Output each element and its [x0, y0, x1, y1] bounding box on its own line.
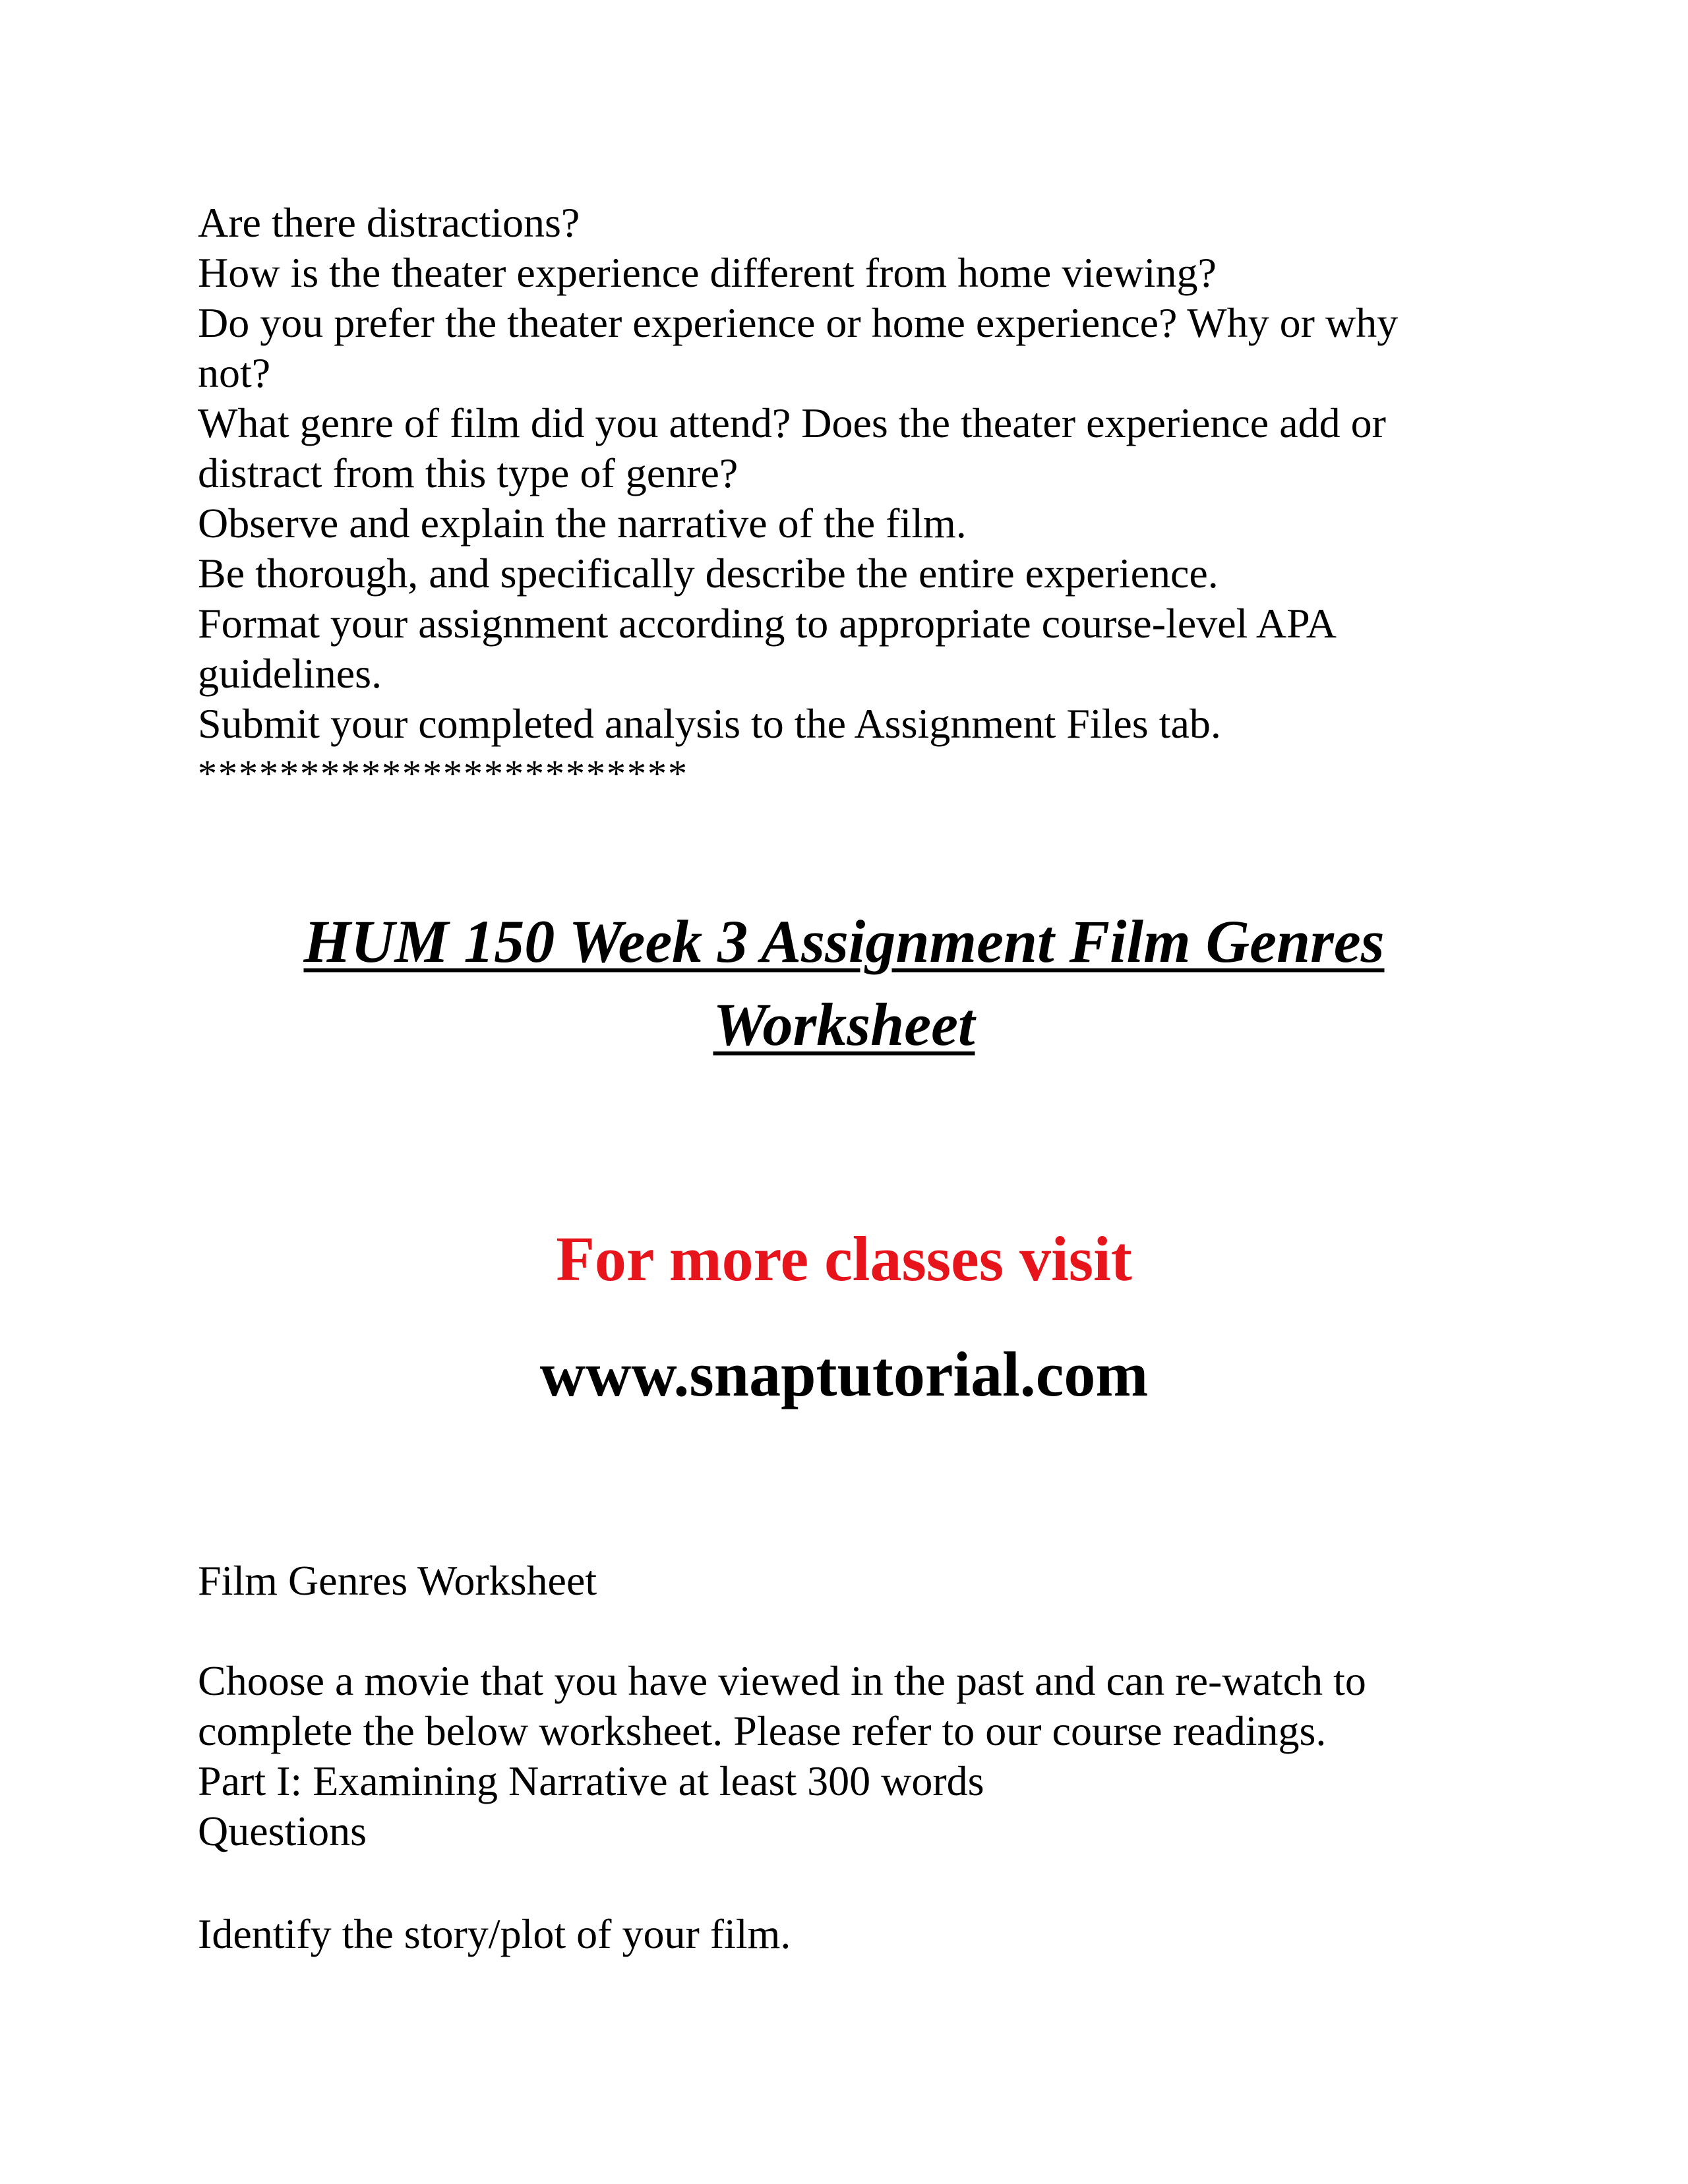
worksheet-line: Choose a movie that you have viewed in the past and can re-watch to: [198, 1657, 1366, 1704]
assignment-heading: [198, 900, 1490, 1066]
instruction-line: What genre of film did you attend? Does the theater experience add or: [198, 399, 1386, 446]
promo-text: For more classes visit: [556, 1224, 1132, 1294]
worksheet-question: Identify the story/plot of your film.: [198, 1910, 791, 1957]
worksheet-line: Questions: [198, 1808, 367, 1854]
instruction-line: Observe and explain the narrative of the film.: [198, 500, 967, 546]
instruction-line: not?: [198, 349, 271, 396]
worksheet-intro: [198, 1656, 1490, 1856]
worksheet-title-block: [198, 1556, 1490, 1606]
instruction-line: Be thorough, and specifically describe the entire experience.: [198, 550, 1219, 597]
instruction-line: Do you prefer the theater experience or home experience? Why or why: [198, 299, 1399, 346]
worksheet-question-block: [198, 1909, 1490, 1959]
instruction-line: guidelines.: [198, 650, 382, 697]
instruction-line: Are there distractions?: [198, 199, 580, 246]
worksheet-title: Film Genres Worksheet: [198, 1557, 597, 1604]
assignment-instructions: [198, 198, 1490, 799]
instruction-line: distract from this type of genre?: [198, 450, 738, 496]
instruction-line: Submit your completed analysis to the Assignment Files tab.: [198, 700, 1221, 747]
worksheet-line: complete the below worksheet. Please refer to our course readings.: [198, 1707, 1327, 1754]
instruction-line: How is the theater experience different from home viewing?: [198, 249, 1217, 296]
heading-line-2: Worksheet: [713, 991, 975, 1058]
instruction-line: Format your assignment according to appropriate course-level APA: [198, 600, 1337, 647]
promo-url[interactable]: www.snaptutorial.com: [539, 1339, 1149, 1409]
worksheet-line: Part I: Examining Narrative at least 300 words: [198, 1757, 984, 1804]
separator-stars: ************************: [198, 752, 688, 795]
heading-line-1: HUM 150 Week 3 Assignment Film Genres: [303, 908, 1385, 975]
